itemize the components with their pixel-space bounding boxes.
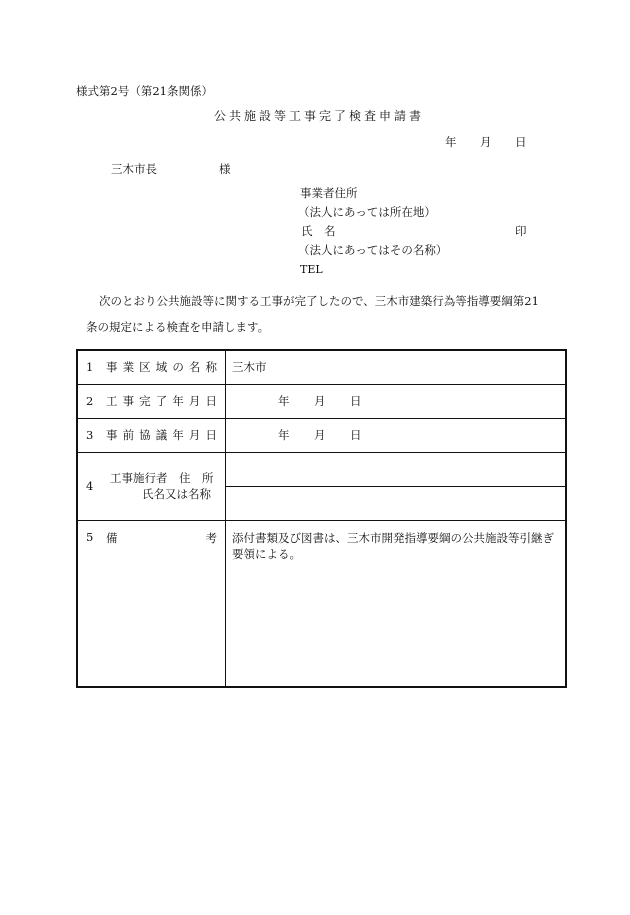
row4-label-cell [77,452,226,520]
project-area-name: 三木市 [232,360,267,375]
row2-label-char: 事 [122,394,135,408]
row3-label-char: 日 [205,428,217,442]
row5-value-cell [226,520,567,687]
remarks-text: 添付書類及び図書は、三木市開発指導要綱の公共施設等引継ぎ要領による。 [232,530,554,561]
table-row [77,384,566,418]
applicant-name-label-1: 氏 [301,224,313,238]
body-text-line-2: 条の規定による検査を申請します。 [86,320,270,334]
addressee-name: 三木市長 [111,162,157,176]
row2-value-cell [226,384,567,418]
applicant-tel-label: TEL [300,263,323,276]
row3-label-char: 事 [106,428,118,442]
row4-number: 4 [86,478,94,493]
row1-label-char: 業 [122,360,135,375]
row2-number: 2 [86,394,94,408]
row5-label-cell [77,520,226,687]
row2-label-char: 日 [205,394,217,408]
table-row [77,350,566,384]
row3-number: 3 [86,428,94,442]
row2-label-char: 年 [172,394,184,408]
application-table [76,349,567,688]
date-day: 日 [515,135,527,149]
form-number: 様式第2号（第21条関係） [76,84,213,98]
row1-number: 1 [86,360,94,375]
row1-label-char: の [172,360,184,375]
row2-label-cell [77,384,226,418]
completion-day: 日 [350,394,362,408]
row2-label-char: 完 [139,394,151,408]
completion-month: 月 [314,394,326,408]
row4-label-line2: 氏名又は名称 [142,486,211,501]
row1-value-cell [226,350,567,384]
row2-label-char: 了 [155,394,168,408]
row3-label-char: 年 [172,428,184,442]
document-title: 公共施設等工事完了検査申請書 [214,109,425,123]
row3-label-cell [77,418,226,452]
date-month: 月 [480,135,492,149]
row1-label-char: 事 [106,360,118,375]
body-text-line-1: 次のとおり公共施設等に関する工事が完了したので、三木市建築行為等指導要綱第21 [99,294,539,308]
consultation-year: 年 [278,428,290,442]
applicant-address-note: （法人にあっては所在地） [298,205,436,219]
row5-number: 5 [86,529,94,544]
row3-label-char: 議 [155,428,168,442]
applicant-name-note: （法人にあってはその名称） [298,243,448,257]
row1-label-char: 区 [139,360,151,375]
row1-label-char: 域 [155,360,168,375]
row3-label-char: 協 [139,428,151,442]
row5-label-char: 考 [205,530,217,545]
row1-label-cell [77,350,226,384]
row1-label-char: 名 [188,360,201,375]
consultation-month: 月 [314,428,326,442]
row3-label-char: 前 [122,428,135,442]
date-year: 年 [445,135,457,149]
consultation-day: 日 [350,428,362,442]
row1-label-char: 称 [205,360,217,375]
contractor-address-cell [226,452,567,486]
contractor-name-cell [226,486,567,520]
table-row [77,452,566,486]
row2-label-char: 月 [188,394,201,408]
addressee-honorific: 様 [219,162,231,176]
row3-label-char: 月 [188,428,201,442]
seal-mark: 印 [515,224,527,238]
row5-label-char: 備 [106,530,118,545]
row2-label-char: 工 [106,394,118,408]
completion-year: 年 [278,394,290,408]
applicant-address-label: 事業者住所 [300,186,358,200]
table-row [77,520,566,687]
row3-value-cell [226,418,567,452]
row4-label-line1: 工事施行者 住 所 [110,470,214,485]
table-row [77,418,566,452]
applicant-name-label-2: 名 [324,224,336,238]
